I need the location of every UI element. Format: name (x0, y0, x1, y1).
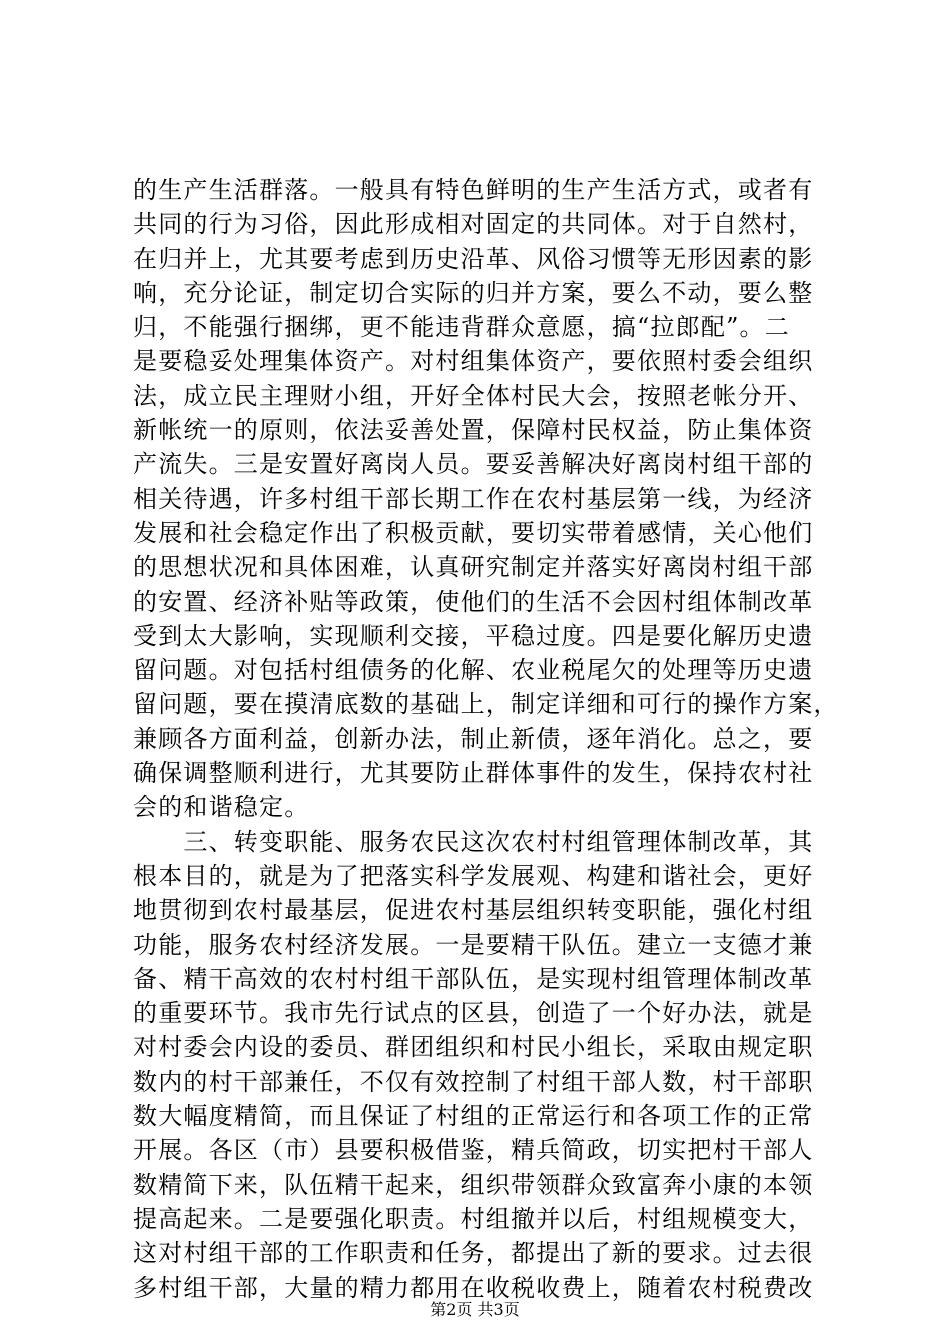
text-line: 归，不能强行捆绑，更不能违背群众意愿，搞“拉郎配”。二 (133, 313, 790, 342)
text-line: 多村组干部，大量的精力都用在收税收费上，随着农村税费改 (133, 1273, 814, 1302)
text-line: 开展。各区（市）县要积极借鉴，精兵简政，切实把村干部人 (133, 1136, 814, 1165)
text-line: 是要稳妥处理集体资产。对村组集体资产，要依照村委会组织 (133, 347, 814, 376)
text-line: 产流失。三是安置好离岗人员。要妥善解决好离岗村组干部的 (133, 450, 814, 479)
text-line: 受到太大影响，实现顺利交接，平稳过度。四是要化解历史遗 (133, 621, 814, 650)
text-line: 对村委会内设的委员、群团组织和村民小组长，采取由规定职 (133, 1033, 814, 1062)
text-line: 留问题，要在摸清底数的基础上，制定详细和可行的操作方案， (133, 690, 839, 719)
text-line: 会的和谐稳定。 (133, 793, 310, 822)
page-footer: 第2页 共3页 (430, 1300, 520, 1319)
text-line: 这对村组干部的工作职责和任务，都提出了新的要求。过去很 (133, 1239, 814, 1268)
text-line: 的思想状况和具体困难，认真研究制定并落实好离岗村组干部 (133, 553, 814, 582)
text-line: 发展和社会稳定作出了积极贡献，要切实带着感情，关心他们 (133, 518, 814, 547)
text-line: 共同的行为习俗，因此形成相对固定的共同体。对于自然村， (133, 210, 814, 239)
text-line: 根本目的，就是为了把落实科学发展观、构建和谐社会，更好 (133, 861, 814, 890)
text-line: 三、转变职能、服务农民这次农村村组管理体制改革，其 (133, 827, 814, 856)
text-line: 留问题。对包括村组债务的化解、农业税尾欠的处理等历史遗 (133, 656, 814, 685)
text-line: 确保调整顺利进行，尤其要防止群体事件的发生，保持农村社 (133, 759, 814, 788)
text-line: 数大幅度精简，而且保证了村组的正常运行和各项工作的正常 (133, 1102, 814, 1131)
text-line: 数精简下来，队伍精干起来，组织带领群众致富奔小康的本领 (133, 1170, 814, 1199)
text-line: 提高起来。二是要强化职责。村组撤并以后，村组规模变大， (133, 1204, 814, 1233)
text-line: 数内的村干部兼任，不仅有效控制了村组干部人数，村干部职 (133, 1067, 814, 1096)
text-line: 的重要环节。我市先行试点的区县，创造了一个好办法，就是 (133, 999, 814, 1028)
text-line: 响，充分论证，制定切合实际的归并方案，要么不动，要么整 (133, 278, 814, 307)
text-line: 新帐统一的原则，依法妥善处置，保障村民权益，防止集体资 (133, 416, 814, 445)
text-line: 法，成立民主理财小组，开好全体村民大会，按照老帐分开、 (133, 381, 814, 410)
text-line: 地贯彻到农村最基层，促进农村基层组织转变职能，强化村组 (133, 896, 814, 925)
body-text (133, 173, 839, 1305)
text-line: 功能，服务农村经济发展。一是要精干队伍。建立一支德才兼 (133, 930, 814, 959)
text-line: 在归并上，尤其要考虑到历史沿革、风俗习惯等无形因素的影 (133, 244, 814, 273)
text-line: 的安置、经济补贴等政策，使他们的生活不会因村组体制改革 (133, 587, 814, 616)
text-line: 兼顾各方面利益，创新办法，制止新债，逐年消化。总之，要 (133, 724, 814, 753)
text-line: 备、精干高效的农村村组干部队伍，是实现村组管理体制改革 (133, 964, 814, 993)
text-line: 的生产生活群落。一般具有特色鲜明的生产生活方式，或者有 (133, 176, 814, 204)
text-line: 相关待遇，许多村组干部长期工作在农村基层第一线，为经济 (133, 484, 814, 513)
